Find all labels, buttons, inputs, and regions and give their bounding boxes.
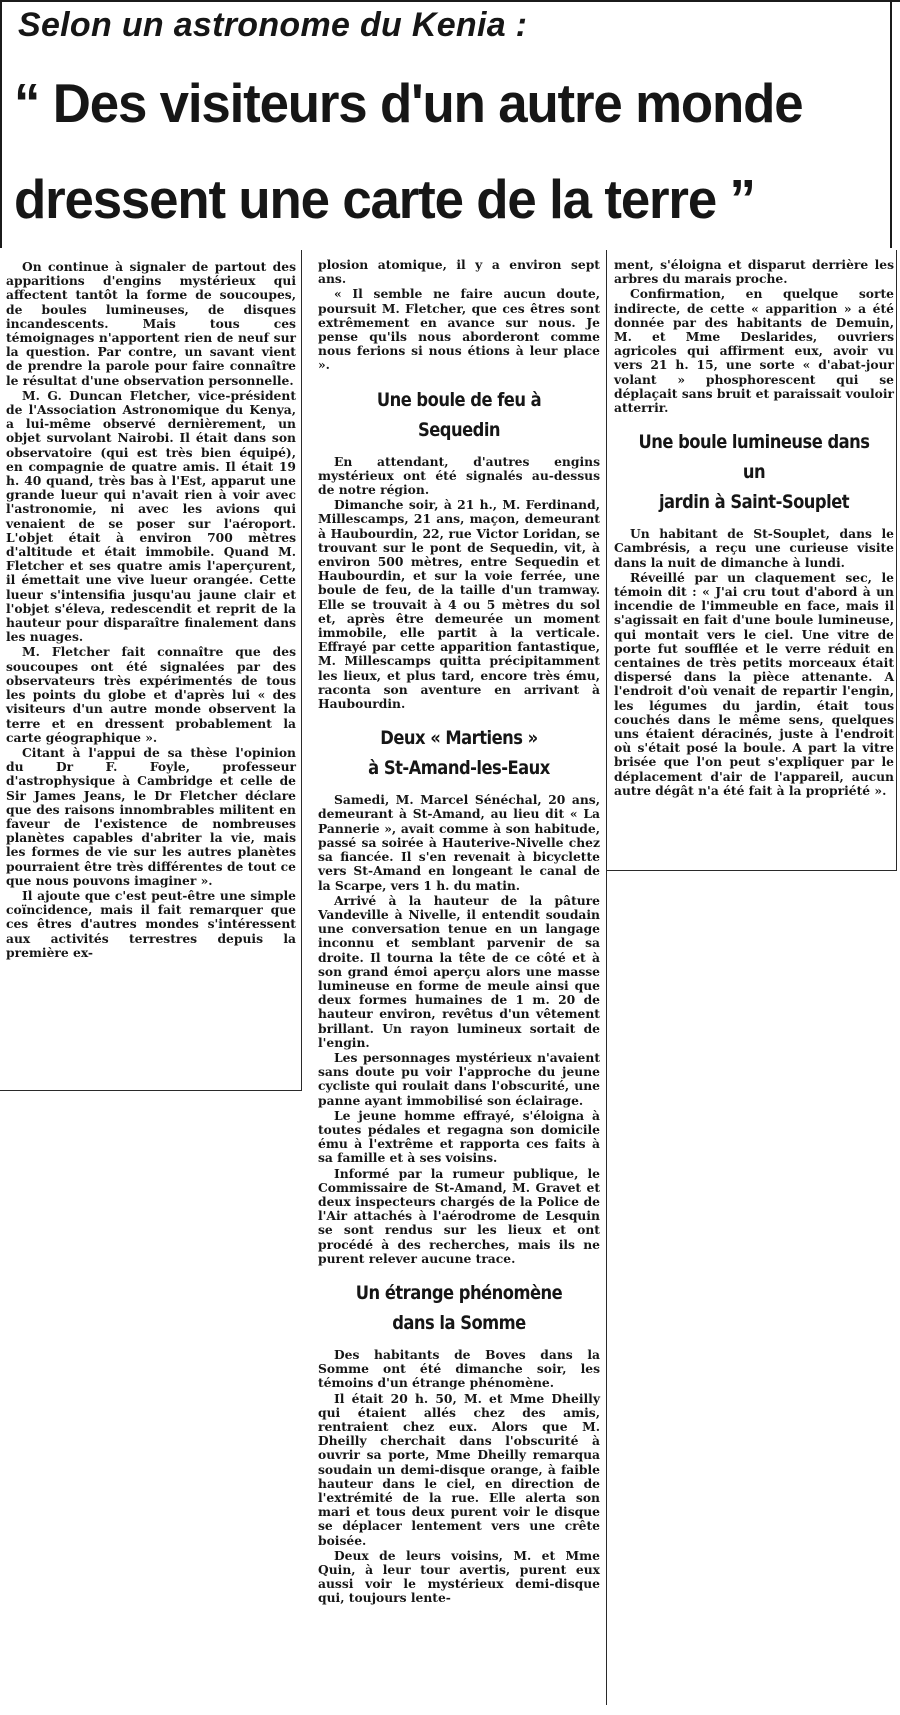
martiens-paragraph: Arrivé à la hauteur de la pâture Vandeville à Nivelle, il entendit soudain une conversation tenue en un langage inconnu et semblant parvenir de sa droite. Il tourna la tête de ce côté et à son grand émoi aperçu alors une masse lumineuse en forme de meule ainsi que deux formes humaines de 1 m. 20 de hauteur environ, revêtus d'un vêtement brillant. Un rayon lumineux sortait de l'engin. (318, 892, 600, 1050)
subheading-souplet (634, 427, 875, 517)
right-frame-rule (890, 0, 892, 248)
sequedin-paragraph: En attendant, d'autres engins mystérieux ont été signalés au-dessus de notre région. (318, 453, 600, 498)
somme-paragraph: Il était 20 h. 50, M. et Mme Dheilly qui étaient allés chez des amis, rentraient chez eux. Alors que M. Dheilly cherchait dans l'obscurité à ouvrir sa porte, Mme Dheilly remarqua soudain un demi-disque orange, à faible hauteur dans le ciel, en direction de l'extrémité de la rue. Elle alerta son mari et tous deux purent voir le disque se déplacer lentement vers une crête boisée. (318, 1390, 600, 1548)
col1-paragraph: Citant à l'appui de sa thèse l'opinion du Dr F. Foyle, professeur d'astrophysique à Cambridge et celle de Sir James Jeans, le Dr Fletcher déclare que des raisons innombrables militent en faveur de l'existence de nombreuses planètes capables d'abriter la vie, mais les formes de vie sur les autres planètes pourraient être très différentes de tout ce que nous pouvons imaginer ». (6, 744, 296, 888)
martiens-paragraph: Informé par la rumeur publique, le Commissaire de St-Amand, M. Gravet et deux inspecteurs chargés de la Police de l'Air attachés à l'aérodrome de Lesquin se sont rendus sur les lieux et ont procédé à des recherches, mais ils ne purent relever aucune trace. (318, 1165, 600, 1266)
col1-paragraph: M. G. Duncan Fletcher, vice-président de l'Association Astronomique du Kenya, a lui-même observé dernièrement, un objet survolant Nairobi. Il était dans son observatoire (qui est très bien équipé), en compagnie de quatre amis. Il était 19 h. 40 quand, très bas à l'Est, apparut une grande lueur qui n'avait rien à voir avec l'astronomie, ni avec les avions qui venaient de se poser sur l'aéroport. L'objet était à environ 700 mètres d'altitude et était immobile. Quand M. Fletcher et ses quatre amis l'aperçurent, il émettait une vive lueur orangée. Cette lueur s'intensifia jusqu'au jaune clair et l'objet s'éleva, redescendit et reprit de la hauteur pour disparaître finalement dans les nuages. (6, 387, 296, 645)
headline-line-1: “ Des visiteurs d'un autre monde (14, 72, 803, 134)
martiens-paragraph: Les personnages mystérieux n'avaient sans doute pu voir l'approche du jeune cycliste qui roulait dans l'obscurité, une panne ayant immobilisé son éclairage. (318, 1049, 600, 1108)
col2-paragraph: plosion atomique, il y a environ sept ans. (318, 257, 600, 287)
souplet-paragraph: Un habitant de St-Souplet, dans le Cambrésis, a reçu une curieuse visite dans la nuit de dimanche à lundi. (614, 526, 894, 570)
col1-paragraph: On continue à signaler de partout des apparitions d'engins mystérieux qui affectent tantôt la forme de soucoupes, de boules lumineuses, de disques incandescents. Mais tous ces témoignages n'apportent rien de neuf sur la question. Par contre, un savant vient de prendre la parole pour faire connaître le résultat d'une observation personnelle. (6, 259, 296, 388)
subheading-sequedin (338, 385, 581, 445)
col3-paragraph: ment, s'éloigna et disparut derrière les arbres du marais proche. (614, 257, 894, 287)
subheading-martiens (338, 723, 581, 783)
top-frame-rule (0, 0, 900, 2)
sequedin-paragraph: Dimanche soir, à 21 h., M. Ferdinand, Millescamps, 21 ans, maçon, demeurant à Haubourdin, 22, rue Victor Loridan, se trouvant sur le pont de Sequedin, vit, à environ 500 mètres, entre Sequedin et Haubourdin, et sur la voie ferrée, une boule de feu, de la taille d'un tramway. Elle se trouvait à 4 ou 5 mètres du sol et, après être demeurée un moment immobile, elle partit à la verticale. Effrayé par cette apparition fantastique, M. Millescamps quitta précipitamment les lieux, et plus tard, encore très ému, raconta son aventure en arrivant à Haubourdin. (318, 497, 600, 712)
subheading-somme-line-2: dans la Somme (392, 1311, 526, 1334)
subheading-martiens-line-1: Deux « Martiens » (380, 727, 538, 750)
column-1 (6, 260, 296, 961)
col2-paragraph: « Il semble ne faire aucun doute, poursuit M. Fletcher, que ces êtres sont extrêmement en avance sur nous. Je pense qu'ils nous aborderont comme nous ferions si nous étions à leur place ». (318, 286, 600, 373)
col1-paragraph: M. Fletcher fait connaître que des soucoupes ont été signalées par des observateurs très expérimentés de tous les points du globe et d'après lui « des visiteurs d'un autre monde observent la terre et en dressent probablement la carte géographique ». (6, 644, 296, 745)
subheading-souplet-line-2: jardin à Saint-Souplet (658, 491, 850, 514)
souplet-paragraph: Réveillé par un claquement sec, le témoin dit : « J'ai cru tout d'abord à un incendie de l'immeuble en face, mais il s'agissait en fait d'une boule lumineuse, qui montait vers le ciel. Une vitre de porte fut soufflée et le verre réduit en centaines de très petits morceaux était dispersé dans la pièce attenante. A l'endroit d'où venait de repartir l'engin, les légumes du jardin, était tous couchés dans le même sens, quelques uns étaient déracinés, juste à l'endroit où s'était posé la boule. A part la vitre brisée que l'on peut s'expliquer par le déplacement d'air de l'appareil, aucun autre dégât n'a été fait à la propriété ». (614, 569, 894, 798)
somme-paragraph: Deux de leurs voisins, M. et Mme Quin, à leur tour avertis, purent eux aussi voir le mystérieux demi-disque qui, toujours lente- (318, 1547, 600, 1606)
column-divider-2 (606, 250, 607, 1705)
article-kicker: Selon un astronome du Kenia : (18, 6, 528, 44)
column-1-bottom-rule (0, 1090, 302, 1091)
somme-paragraph: Des habitants de Boves dans la Somme ont été dimanche soir, les témoins d'un étrange phénomène. (318, 1346, 600, 1391)
martiens-paragraph: Le jeune homme effrayé, s'éloigna à toutes pédales et regagna son domicile ému à l'extrême et rapporta ces faits à sa famille et à ses voisins. (318, 1107, 600, 1166)
col1-paragraph: Il ajoute que c'est peut-être une simple coïncidence, mais il fait remarquer que ces êtres d'autres mondes s'intéressent aux activités terrestres depuis la première ex- (6, 887, 296, 960)
subheading-souplet-line-1: Une boule lumineuse dans un (638, 431, 870, 484)
column-2 (318, 258, 600, 1607)
headline-line-2: dressent une carte de la terre ” (14, 168, 755, 230)
subheading-somme-line-1: Un étrange phénomène (355, 1281, 563, 1304)
column-3 (614, 258, 894, 799)
column-divider-1 (301, 250, 302, 1090)
col3-paragraph: Confirmation, en quelque sorte indirecte, de cette « apparition » a été donnée par des habitants de Demuin, M. et Mme Deslarides, ouvriers agricoles qui affirment eux, avoir vu vers 21 h. 15, une sorte « d'abat-jour volant » phosphorescent qui se déplaçait sans bruit et paraissait vouloir atterrir. (614, 286, 894, 416)
subheading-sequedin-text: Une boule de feu à Sequedin (376, 388, 542, 441)
subheading-somme (338, 1278, 581, 1338)
left-frame-rule (0, 0, 2, 248)
subheading-martiens-line-2: à St-Amand-les-Eaux (368, 757, 550, 780)
column-divider-3 (896, 250, 897, 870)
column-3-bottom-rule (606, 870, 897, 871)
martiens-paragraph: Samedi, M. Marcel Sénéchal, 20 ans, demeurant à St-Amand, au lieu dit « La Pannerie », avait comme à son habitude, passé sa soirée à Hauterive-Nivelle chez sa fiancée. Il s'en revenait à bicyclette vers St-Amand en longeant le canal de la Scarpe, vers 1 h. du matin. (318, 792, 600, 893)
